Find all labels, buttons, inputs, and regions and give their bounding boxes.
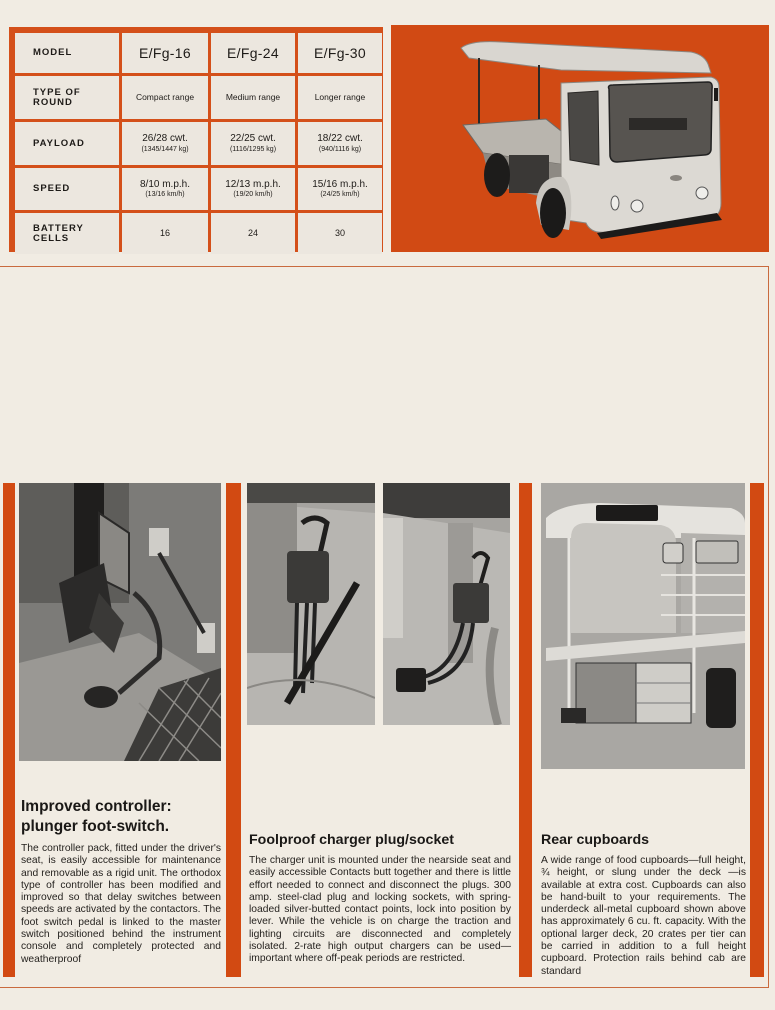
type-of-round-cell: Compact range: [122, 76, 208, 119]
orange-column-bar: [519, 483, 532, 977]
payload-metric: (1345/1447 kg): [141, 145, 189, 153]
speed-metric: (13/16 km/h): [145, 191, 185, 199]
speed-metric: (24/25 km/h): [320, 191, 360, 199]
payload-value: 18/22 cwt.: [317, 133, 363, 145]
row-header-speed: SPEED: [15, 168, 119, 210]
row-header-battery-cells: BATTERY CELLS: [15, 213, 119, 254]
type-of-round-cell: Medium range: [211, 76, 295, 119]
payload-value: 22/25 cwt.: [230, 133, 276, 145]
section-heading: Rear cupboards: [541, 832, 650, 848]
section-heading: Foolproof charger plug/socket: [249, 832, 454, 848]
battery-cells-value: 30: [298, 213, 382, 254]
speed-value: 12/13 m.p.h.: [225, 178, 281, 190]
foot-pedal-illustration: [19, 483, 221, 761]
section-body: A wide range of food cupboards—full height, ¾ height, or slung under the deck —is available at extra cost. Cupboards can also be hand-built to your requirements. The underdeck all-metal cupboard shown above has approximately 6 cu. ft. capacity. With the optional larger deck, 20 crates per tier can be carried in addition to a full height cupboard. Protection rails behind cab are standard: [541, 855, 746, 977]
speed-value: 8/10 m.p.h.: [139, 178, 191, 190]
type-of-round-cell: Longer range: [298, 76, 382, 119]
payload-metric: (1116/1295 kg): [229, 145, 277, 153]
spec-table: [9, 27, 383, 252]
speed-cell: [122, 168, 208, 210]
section-body: The charger unit is mounted under the nearside seat and easily accessible Contacts butt together and there is little effort needed to connect and disconnect the plugs. 300 amp. steel-clad plug and locking sockets, with spring-loaded silver-butted contact points, lock into position by lever. While the vehicle is on charge the traction and lighting circuits are disconnected and completely isolated. 2-rate high output chargers can be used—important where off-peak periods are restricted.: [249, 855, 511, 965]
charger-socket-illustration: [383, 483, 510, 725]
orange-column-bar: [750, 483, 764, 977]
section-charger-plug: [249, 831, 511, 966]
rear-cupboard-photo: [541, 483, 745, 769]
battery-cells-value: 24: [211, 213, 295, 254]
payload-value: 26/28 cwt.: [142, 133, 188, 145]
hero-vehicle-photo: [391, 25, 769, 252]
model-name: E/Fg-16: [122, 33, 208, 73]
model-name: E/Fg-24: [211, 33, 295, 73]
section-rear-cupboards: [541, 831, 746, 978]
speed-metric: (19/20 km/h): [233, 191, 273, 199]
row-header-type-of-round: TYPE OF ROUND: [15, 76, 119, 119]
model-name: E/Fg-30: [298, 33, 382, 73]
payload-cell: [298, 122, 382, 165]
section-improved-controller: [21, 797, 221, 966]
controller-foot-pedal-photo: [19, 483, 221, 761]
battery-cells-value: 16: [122, 213, 208, 254]
row-header-model: MODEL: [15, 33, 119, 73]
heading-line: plunger foot-switch.: [21, 818, 170, 835]
speed-cell: [211, 168, 295, 210]
orange-column-bar: [3, 483, 15, 977]
row-header-payload: PAYLOAD: [15, 122, 119, 165]
orange-column-bar: [226, 483, 241, 977]
section-body: The controller pack, fitted under the driver's seat, is easily accessible for maintenance and removable as a rigid unit. The orthodox type of controller has been modified and improved so that delay switches between speeds are activated by the contactors. The foot switch pedal is linked to the master switch positioned behind the instrument console and completely protected and weatherproof: [21, 843, 221, 965]
section-heading: [21, 797, 221, 837]
payload-cell: [211, 122, 295, 165]
heading-line: Improved controller:: [21, 798, 172, 815]
charger-plug-disconnected-photo: [383, 483, 510, 725]
speed-cell: [298, 168, 382, 210]
charger-plug-connected-photo: [247, 483, 375, 725]
milk-float-illustration: [391, 25, 769, 252]
payload-metric: (940/1116 kg): [318, 145, 362, 153]
payload-cell: [122, 122, 208, 165]
rear-cupboard-illustration: [541, 483, 745, 769]
charger-plug-illustration: [247, 483, 375, 725]
speed-value: 15/16 m.p.h.: [312, 178, 368, 190]
